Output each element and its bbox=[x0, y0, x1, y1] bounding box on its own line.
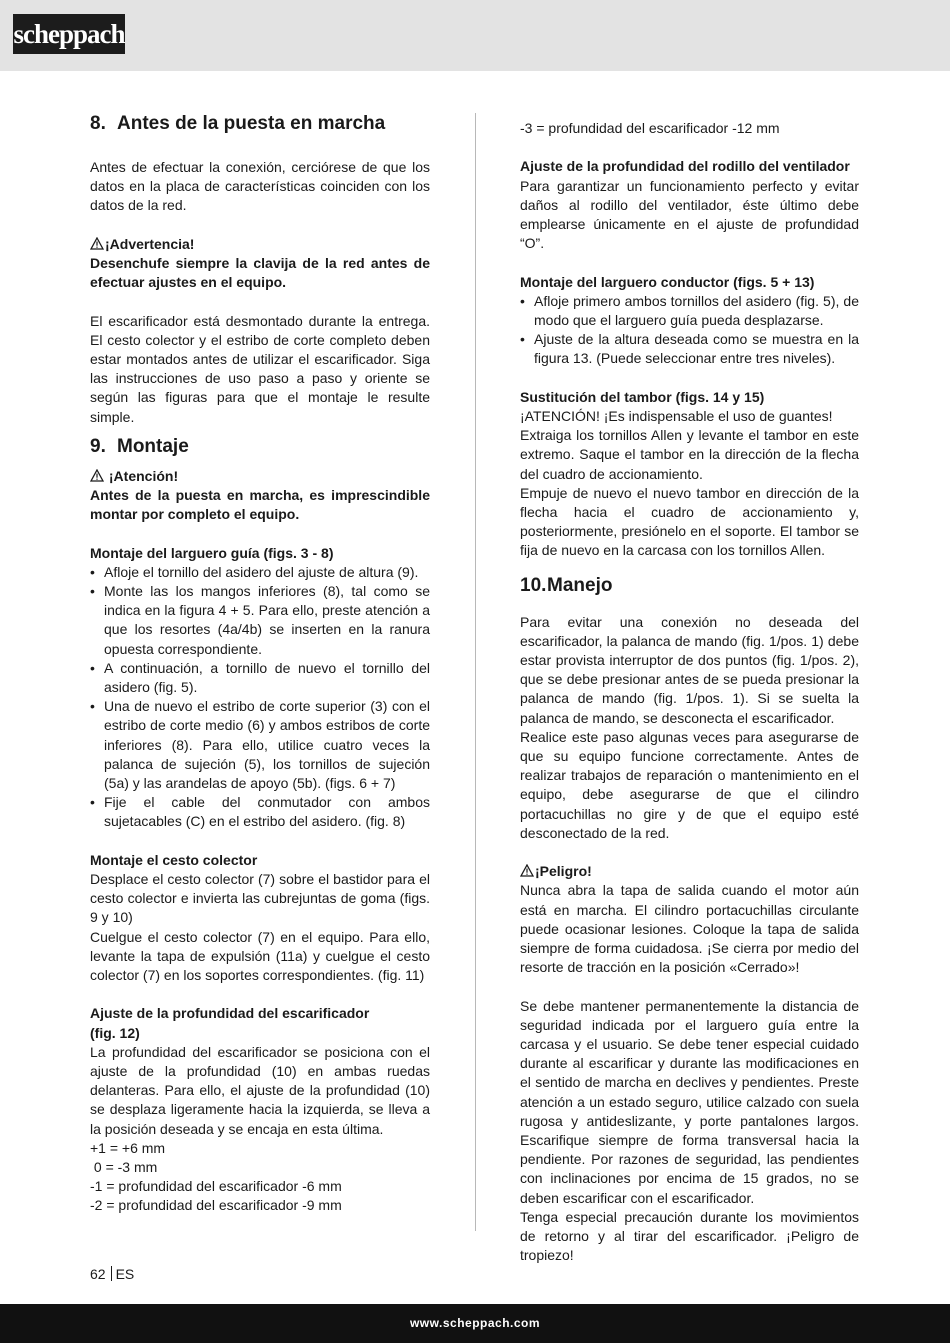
depth-line: -1 = profundidad del escarificador -6 mm bbox=[90, 1178, 342, 1195]
header-bar bbox=[0, 0, 950, 71]
paragraph: El escarificador está desmontado durante la entrega. El cesto colector y el estribo de corte completo deben estar montados antes de utilizar el escarificador. Siga las instrucciones de uso paso a paso y oriente se según las figuras para que el montaje le resulte simple. bbox=[90, 312, 430, 425]
footer-bar bbox=[0, 1304, 950, 1343]
paragraph: Realice este paso algunas veces para asegurarse de que su equipo funcione correctamente. Antes de realizar trabajos de reparación o mantenimiento en el equipo, debe asegurarse de que el cilindro portacuchillas no gire y de que el equipo esté desconectado de la red. bbox=[520, 728, 859, 841]
paragraph: Cuelgue el cesto colector (7) en el equipo. Para ello, levante la tapa de expulsión (11a) y cuelgue el cesto colector (7) en los soportes correspondientes. (fig. 11) bbox=[90, 928, 430, 984]
language-code: ES bbox=[115, 1266, 135, 1282]
list-item: • Ajuste de la altura deseada como se muestra en la figura 13. (Puede seleccionar entre tres niveles). bbox=[520, 330, 859, 368]
page-number: 62 bbox=[90, 1266, 106, 1282]
depth-line: -2 = profundidad del escarificador -9 mm bbox=[90, 1197, 342, 1214]
warning-heading: ¡Advertencia! bbox=[90, 235, 430, 254]
paragraph: Se debe mantener permanentemente la distancia de seguridad indicada por el larguero guía entre la carcasa y el usuario. Se debe tener especial cuidado durante al escarificar y durante las modificaciones en el sentido de marcha en declives y pendientes. Preste atención a un estado seguro, utilice calzado con suela rugosa y antideslizante, y porte pantalones largos. Escarifique siempre de forma transversal hacia la pendiente. Por razones de seguridad, las pendientes con inclinaciones por encima de 15 grados, no se deben escarificar con el escarificador. bbox=[520, 997, 859, 1206]
left-column bbox=[90, 112, 430, 1216]
section-9-heading: 9. Montaje bbox=[90, 435, 189, 457]
subheading: (fig. 12) bbox=[90, 1024, 140, 1041]
paragraph: Nunca abra la tapa de salida cuando el motor aún está en marcha. El cilindro portacuchillas circulante puede ocasionar lesiones. Coloque la tapa de salida siempre de forma cuidadosa. ¡Se cierra por medio del resorte de tracción en la posición «Cerrado»! bbox=[520, 882, 859, 976]
right-column bbox=[520, 119, 859, 1266]
danger-heading: ¡Peligro! bbox=[520, 862, 859, 881]
paragraph: Tenga especial precaución durante los movimientos de retorno y al tirar del escarificador. ¡Peligro de tropiezo! bbox=[520, 1208, 859, 1264]
subheading: Sustitución del tambor (figs. 14 y 15) bbox=[520, 388, 765, 405]
list-item: • Monte las los mangos inferiores (8), tal como se indica en la figura 4 + 5. Para ello, preste atención a que los resortes (4a/4b) se inserten en la ranura opuesta correspondiente. bbox=[90, 582, 430, 659]
paragraph: Para evitar una conexión no deseada del escarificador, la palanca de mando (fig. 1/pos. 1) debe estar provista interruptor de dos puntos (fig. 1/pos. 2), que se debe presionar antes de se pueda presionar la palanca de mando (fig. 1/pos. 1). Si se suelta la palanca de mando, se desconecta el escarificador. bbox=[520, 613, 859, 726]
depth-line: -3 = profundidad del escarificador -12 mm bbox=[520, 120, 780, 136]
list-item: • Una de nuevo el estribo de corte superior (3) con el estribo de corte medio (6) y ambos estribos de corte inferiores (8). Para ello, utilice cuatro veces la palanca de sujeción (5), los tornillos de sujeción (5a) y las arandelas de apoyo (5b). (figs. 6 + 7) bbox=[90, 697, 430, 793]
brand-logo: scheppach bbox=[13, 14, 125, 54]
list-item: • Afloje primero ambos tornillos del asidero (fig. 5), de modo que el larguero guía pueda desplazarse. bbox=[520, 292, 859, 330]
section-10-heading: 10.Manejo bbox=[520, 574, 613, 596]
paragraph: Extraiga los tornillos Allen y levante el tambor en este extremo. Saque el tambor en la dirección de la flecha del cuadro de accionamiento. bbox=[520, 427, 859, 482]
paragraph: Empuje de nuevo el nuevo tambor en dirección de la flecha hacia el cuadro de accionamiento y, posteriormente, presiónelo en el soporte. El tambor se fija de nuevo en la carcasa con los tornillos Allen. bbox=[520, 484, 859, 559]
website-link[interactable]: www.scheppach.com bbox=[409, 1316, 541, 1330]
warning-icon bbox=[520, 864, 534, 877]
conductor-list bbox=[520, 292, 859, 369]
paragraph: La profundidad del escarificador se posiciona con el ajuste de la profundidad (10) en ambas ruedas delanteras. Para ello, el ajuste de la profundidad (10) se desplaza ligeramente hacia la izquierda, se lleva a la posición deseada y se encaja en esta última. bbox=[90, 1043, 430, 1137]
warning-icon bbox=[90, 237, 104, 250]
list-item: • A continuación, a tornillo de nuevo el tornillo del asidero (fig. 5). bbox=[90, 659, 430, 697]
depth-line: +1 = +6 mm bbox=[90, 1139, 166, 1156]
section-8-heading: 8. Antes de la puesta en marcha bbox=[90, 113, 386, 134]
paragraph: Antes de efectuar la conexión, cerciórese de que los datos en la placa de características coinciden con los datos de la red. bbox=[90, 159, 430, 214]
footer-separator bbox=[111, 1266, 112, 1281]
larguero-list bbox=[90, 563, 430, 832]
list-item: • Afloje el tornillo del asidero del ajuste de altura (9). bbox=[90, 563, 430, 582]
paragraph: Desplace el cesto colector (7) sobre el bastidor para el cesto colector e invierta las cubrejuntas de goma (figs. 9 y 10) bbox=[90, 871, 430, 926]
list-item: • Fije el cable del conmutador con ambos sujetacables (C) en el estribo del asidero. (fig. 8) bbox=[90, 793, 430, 831]
subheading: Montaje del larguero conductor (figs. 5 + 13) bbox=[520, 273, 815, 290]
subheading: Ajuste de la profundidad del escarificador bbox=[90, 1005, 370, 1022]
paragraph: ¡ATENCIÓN! ¡Es indispensable el uso de guantes! bbox=[520, 408, 833, 424]
paragraph: Para garantizar un funcionamiento perfecto y evitar daños al rodillo del ventilador, éste último debe emplearse únicamente en el ajuste de profundidad “O”. bbox=[520, 177, 859, 252]
attention-heading: ¡Atención! bbox=[90, 467, 430, 486]
subheading: Ajuste de la profundidad del rodillo del ventilador bbox=[520, 158, 850, 175]
subheading: Montaje el cesto colector bbox=[90, 851, 258, 868]
attention-text: Antes de la puesta en marcha, es imprescindible montar por completo el equipo. bbox=[90, 487, 430, 523]
warning-icon bbox=[90, 469, 104, 482]
warning-text: Desenchufe siempre la clavija de la red antes de efectuar ajustes en el equipo. bbox=[90, 255, 430, 291]
column-divider bbox=[475, 113, 476, 1231]
depth-line: 0 = -3 mm bbox=[90, 1159, 158, 1176]
page-footer bbox=[90, 1265, 134, 1283]
subheading: Montaje del larguero guía (figs. 3 - 8) bbox=[90, 544, 334, 561]
